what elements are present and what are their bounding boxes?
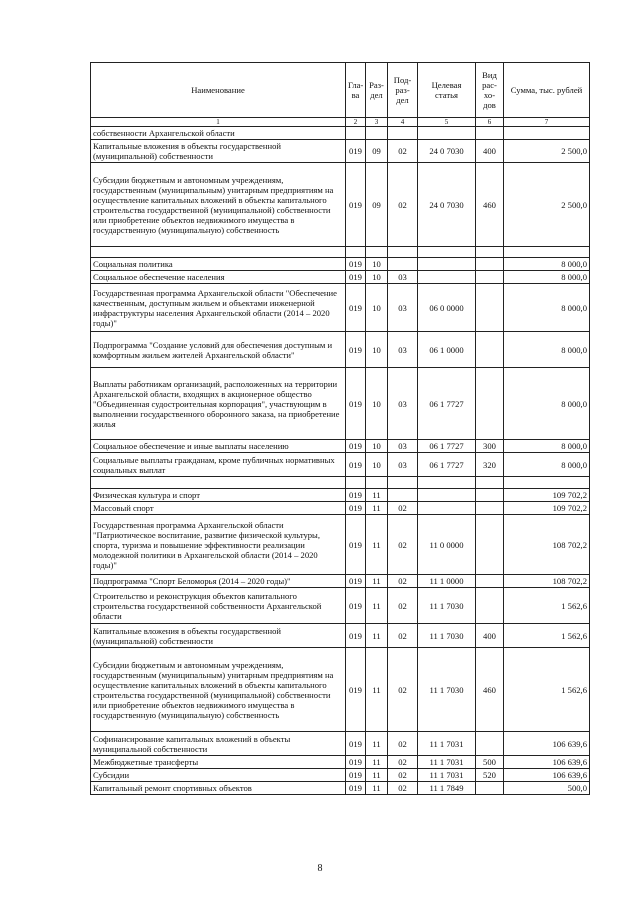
cell-name: Капитальный ремонт спортивных объектов <box>91 782 346 795</box>
col-number: 5 <box>418 118 476 127</box>
cell-target: 06 1 7727 <box>418 453 476 477</box>
cell-razdel: 11 <box>366 648 388 732</box>
cell-vid: 300 <box>476 440 504 453</box>
table-row <box>91 140 590 163</box>
cell-glava: 019 <box>346 368 366 440</box>
table-row <box>91 477 590 489</box>
cell-glava <box>346 477 366 489</box>
cell-name: Социальное обеспечение населения <box>91 271 346 284</box>
table-row <box>91 769 590 782</box>
cell-vid <box>476 782 504 795</box>
cell-vid <box>476 127 504 140</box>
cell-target: 11 1 7031 <box>418 769 476 782</box>
cell-razdel <box>366 247 388 258</box>
cell-target <box>418 258 476 271</box>
cell-sum: 8 000,0 <box>504 368 590 440</box>
cell-target: 06 1 7727 <box>418 368 476 440</box>
header-razdel: Раз-дел <box>366 63 388 118</box>
table-row <box>91 782 590 795</box>
header-target: Целевая статья <box>418 63 476 118</box>
cell-podrazdel: 03 <box>388 284 418 332</box>
cell-vid <box>476 489 504 502</box>
column-number-row <box>91 118 590 127</box>
cell-target: 11 1 7030 <box>418 624 476 648</box>
cell-vid <box>476 332 504 368</box>
cell-glava: 019 <box>346 769 366 782</box>
cell-sum: 108 702,2 <box>504 515 590 575</box>
cell-name <box>91 247 346 258</box>
cell-target: 11 1 7031 <box>418 732 476 756</box>
cell-podrazdel: 02 <box>388 588 418 624</box>
cell-name: Межбюджетные трансферты <box>91 756 346 769</box>
cell-razdel: 11 <box>366 782 388 795</box>
cell-razdel: 11 <box>366 756 388 769</box>
cell-sum: 8 000,0 <box>504 453 590 477</box>
cell-sum <box>504 477 590 489</box>
table-row <box>91 648 590 732</box>
cell-sum: 1 562,6 <box>504 648 590 732</box>
cell-target <box>418 489 476 502</box>
cell-target: 06 1 0000 <box>418 332 476 368</box>
cell-vid: 460 <box>476 648 504 732</box>
cell-podrazdel: 03 <box>388 332 418 368</box>
cell-name: собственности Архангельской области <box>91 127 346 140</box>
cell-podrazdel: 02 <box>388 769 418 782</box>
cell-sum: 1 562,6 <box>504 624 590 648</box>
cell-glava: 019 <box>346 588 366 624</box>
cell-podrazdel: 02 <box>388 140 418 163</box>
cell-razdel: 10 <box>366 368 388 440</box>
cell-vid <box>476 477 504 489</box>
cell-target <box>418 127 476 140</box>
cell-razdel: 11 <box>366 624 388 648</box>
col-number: 1 <box>91 118 346 127</box>
cell-sum: 8 000,0 <box>504 440 590 453</box>
cell-glava: 019 <box>346 440 366 453</box>
cell-razdel: 09 <box>366 163 388 247</box>
cell-name: Социальная политика <box>91 258 346 271</box>
cell-sum: 108 702,2 <box>504 575 590 588</box>
cell-glava: 019 <box>346 453 366 477</box>
table-row <box>91 271 590 284</box>
cell-glava: 019 <box>346 271 366 284</box>
cell-glava: 019 <box>346 624 366 648</box>
table-row <box>91 489 590 502</box>
cell-sum <box>504 247 590 258</box>
cell-glava <box>346 247 366 258</box>
col-number: 3 <box>366 118 388 127</box>
cell-razdel: 10 <box>366 258 388 271</box>
cell-name: Строительство и реконструкция объектов капитального строительства государственной собственности Архангельской области <box>91 588 346 624</box>
table-body <box>91 127 590 795</box>
cell-podrazdel: 02 <box>388 163 418 247</box>
table-row <box>91 515 590 575</box>
cell-target: 06 0 0000 <box>418 284 476 332</box>
cell-vid: 320 <box>476 453 504 477</box>
cell-name: Софинансирование капитальных вложений в объекты муниципальной собственности <box>91 732 346 756</box>
cell-vid: 500 <box>476 756 504 769</box>
cell-target <box>418 247 476 258</box>
cell-name: Выплаты работникам организаций, расположенных на территории Архангельской области, входящих в акционерное общество "Объединенная судостроительная корпорация", участвующим в выполнении государственного оборонного заказа, на приобретение жилья <box>91 368 346 440</box>
cell-sum: 500,0 <box>504 782 590 795</box>
cell-name: Субсидии бюджетным и автономным учреждениям, государственным (муниципальным) унитарным предприятиям на осуществление капитальных вложений в объекты капитального строительства государственной (муниципальной) собственности или приобретение объектов недвижимого имущества в государственную (муниципальную) собственность <box>91 648 346 732</box>
cell-glava: 019 <box>346 140 366 163</box>
cell-podrazdel <box>388 247 418 258</box>
table-row <box>91 258 590 271</box>
header-row <box>91 63 590 118</box>
cell-podrazdel: 02 <box>388 756 418 769</box>
cell-glava: 019 <box>346 648 366 732</box>
cell-podrazdel: 02 <box>388 648 418 732</box>
cell-sum <box>504 127 590 140</box>
cell-glava: 019 <box>346 756 366 769</box>
cell-target: 11 1 7849 <box>418 782 476 795</box>
cell-name: Субсидии <box>91 769 346 782</box>
cell-podrazdel <box>388 477 418 489</box>
cell-target: 11 1 7030 <box>418 648 476 732</box>
cell-sum: 106 639,6 <box>504 732 590 756</box>
cell-name: Капитальные вложения в объекты государственной (муниципальной) собственности <box>91 140 346 163</box>
table-row <box>91 502 590 515</box>
cell-target: 11 0 0000 <box>418 515 476 575</box>
cell-target: 11 1 0000 <box>418 575 476 588</box>
cell-name: Социальное обеспечение и иные выплаты населению <box>91 440 346 453</box>
cell-target: 11 1 7031 <box>418 756 476 769</box>
table-row <box>91 453 590 477</box>
cell-glava: 019 <box>346 163 366 247</box>
header-name: Наименование <box>91 63 346 118</box>
cell-vid: 400 <box>476 140 504 163</box>
cell-glava: 019 <box>346 284 366 332</box>
cell-vid <box>476 502 504 515</box>
cell-glava: 019 <box>346 502 366 515</box>
cell-target: 24 0 7030 <box>418 140 476 163</box>
table-row <box>91 368 590 440</box>
table-row <box>91 332 590 368</box>
table-row <box>91 284 590 332</box>
cell-glava: 019 <box>346 732 366 756</box>
cell-razdel: 10 <box>366 453 388 477</box>
cell-razdel: 10 <box>366 284 388 332</box>
cell-target <box>418 477 476 489</box>
cell-podrazdel: 03 <box>388 440 418 453</box>
cell-glava: 019 <box>346 258 366 271</box>
cell-vid <box>476 732 504 756</box>
header-glava: Гла-ва <box>346 63 366 118</box>
cell-podrazdel: 02 <box>388 502 418 515</box>
cell-vid <box>476 588 504 624</box>
table-row <box>91 163 590 247</box>
col-number: 7 <box>504 118 590 127</box>
cell-name: Государственная программа Архангельской области "Патриотическое воспитание, развитие физической культуры, спорта, туризма и повышение эффективности реализации молодежной политики в Архангельской области (2014 – 2020 годы)" <box>91 515 346 575</box>
cell-vid <box>476 271 504 284</box>
cell-sum: 8 000,0 <box>504 284 590 332</box>
table-row <box>91 588 590 624</box>
cell-podrazdel <box>388 127 418 140</box>
cell-name: Подпрограмма "Спорт Беломорья (2014 – 2020 годы)" <box>91 575 346 588</box>
cell-razdel: 11 <box>366 732 388 756</box>
table-row <box>91 575 590 588</box>
cell-sum: 106 639,6 <box>504 756 590 769</box>
cell-sum: 106 639,6 <box>504 769 590 782</box>
cell-sum: 8 000,0 <box>504 271 590 284</box>
table-row <box>91 247 590 258</box>
cell-target <box>418 502 476 515</box>
cell-podrazdel: 02 <box>388 624 418 648</box>
cell-razdel: 11 <box>366 502 388 515</box>
cell-sum: 1 562,6 <box>504 588 590 624</box>
table-row <box>91 127 590 140</box>
cell-vid <box>476 247 504 258</box>
cell-razdel: 11 <box>366 575 388 588</box>
page-number: 8 <box>317 863 323 874</box>
cell-razdel: 11 <box>366 588 388 624</box>
cell-razdel: 09 <box>366 140 388 163</box>
cell-razdel: 10 <box>366 271 388 284</box>
cell-target: 24 0 7030 <box>418 163 476 247</box>
cell-podrazdel: 02 <box>388 732 418 756</box>
cell-podrazdel: 03 <box>388 453 418 477</box>
cell-podrazdel: 02 <box>388 782 418 795</box>
header-podrazdel: Под-раз-дел <box>388 63 418 118</box>
cell-podrazdel <box>388 258 418 271</box>
cell-razdel: 11 <box>366 489 388 502</box>
cell-target: 11 1 7030 <box>418 588 476 624</box>
cell-podrazdel: 03 <box>388 271 418 284</box>
cell-glava: 019 <box>346 332 366 368</box>
cell-glava: 019 <box>346 489 366 502</box>
cell-glava: 019 <box>346 782 366 795</box>
cell-vid <box>476 368 504 440</box>
cell-podrazdel <box>388 489 418 502</box>
budget-table <box>90 62 590 795</box>
col-number: 6 <box>476 118 504 127</box>
cell-target <box>418 271 476 284</box>
cell-name: Подпрограмма "Создание условий для обеспечения доступным и комфортным жильем жителей Архангельской области" <box>91 332 346 368</box>
header-vid: Вид рас-хо-дов <box>476 63 504 118</box>
cell-name: Социальные выплаты гражданам, кроме публичных нормативных социальных выплат <box>91 453 346 477</box>
cell-vid <box>476 515 504 575</box>
cell-razdel: 10 <box>366 440 388 453</box>
cell-razdel <box>366 127 388 140</box>
col-number: 4 <box>388 118 418 127</box>
cell-vid <box>476 575 504 588</box>
cell-sum: 2 500,0 <box>504 140 590 163</box>
cell-target: 06 1 7727 <box>418 440 476 453</box>
table-row <box>91 756 590 769</box>
cell-razdel: 11 <box>366 769 388 782</box>
cell-name: Субсидии бюджетным и автономным учреждениям, государственным (муниципальным) унитарным предприятиям на осуществление капитальных вложений в объекты капитального строительства государственной (муниципальной) собственности или приобретение объектов недвижимого имущества в государственную (муниципальную) собственность <box>91 163 346 247</box>
cell-podrazdel: 03 <box>388 368 418 440</box>
cell-glava: 019 <box>346 575 366 588</box>
table-row <box>91 440 590 453</box>
cell-razdel: 10 <box>366 332 388 368</box>
cell-name: Физическая культура и спорт <box>91 489 346 502</box>
cell-razdel <box>366 477 388 489</box>
cell-glava: 019 <box>346 515 366 575</box>
cell-podrazdel: 02 <box>388 515 418 575</box>
table-row <box>91 732 590 756</box>
cell-sum: 8 000,0 <box>504 332 590 368</box>
cell-sum: 109 702,2 <box>504 502 590 515</box>
cell-name: Государственная программа Архангельской области "Обеспечение качественным, доступным жильем и объектами инженерной инфраструктуры населения Архангельской области (2014 – 2020 годы)" <box>91 284 346 332</box>
header-sum: Сумма, тыс. рублей <box>504 63 590 118</box>
cell-glava <box>346 127 366 140</box>
cell-vid: 520 <box>476 769 504 782</box>
cell-sum: 109 702,2 <box>504 489 590 502</box>
table-row <box>91 624 590 648</box>
cell-vid: 460 <box>476 163 504 247</box>
cell-name: Массовый спорт <box>91 502 346 515</box>
col-number: 2 <box>346 118 366 127</box>
cell-name <box>91 477 346 489</box>
cell-razdel: 11 <box>366 515 388 575</box>
cell-sum: 2 500,0 <box>504 163 590 247</box>
cell-vid: 400 <box>476 624 504 648</box>
cell-name: Капитальные вложения в объекты государственной (муниципальной) собственности <box>91 624 346 648</box>
cell-sum: 8 000,0 <box>504 258 590 271</box>
cell-vid <box>476 258 504 271</box>
cell-podrazdel: 02 <box>388 575 418 588</box>
cell-vid <box>476 284 504 332</box>
